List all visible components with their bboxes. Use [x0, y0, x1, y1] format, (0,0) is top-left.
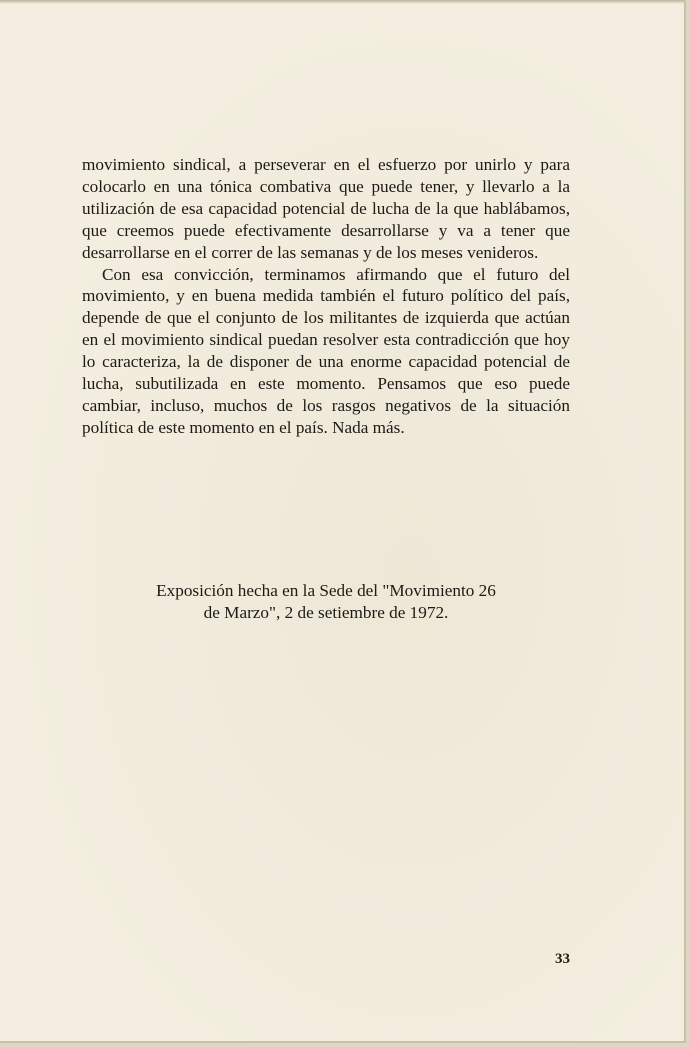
- page-number: 33: [555, 951, 570, 967]
- body-text: [82, 154, 570, 439]
- caption-line-2: de Marzo", 2 de setiembre de 1972.: [203, 602, 449, 622]
- exposition-caption: [82, 580, 570, 624]
- paragraph-2: Con esa convicción, terminamos afirmando que el futuro del movimiento, y en buena medida también el futuro político del país, depende de que el conjunto de los militantes de izquierda que actúan en el movimiento sindical puedan resolver esta contradicción que hoy lo caracteriza, la de disponer de una enorme capacidad potencial de lucha, subutilizada en este momento. Pensamos que eso puede cambiar, incluso, muchos de los rasgos negativos de la situación política de este momento en el país. Nada más.: [82, 264, 570, 437]
- caption-line-1: Exposición hecha en la Sede del "Movimiento 26: [156, 581, 496, 600]
- page-edge-shadow: [0, 0, 684, 4]
- paragraph-1: movimiento sindical, a perseverar en el esfuerzo por unirlo y para colocarlo en una tónica combativa que puede tener, y llevarlo a la utilización de esa capacidad potencial de lucha de la que hablábamos, que creemos puede efectivamente desarrollarse y va a tener que desarrollarse en el correr de las semanas y de los meses venideros.: [82, 155, 570, 262]
